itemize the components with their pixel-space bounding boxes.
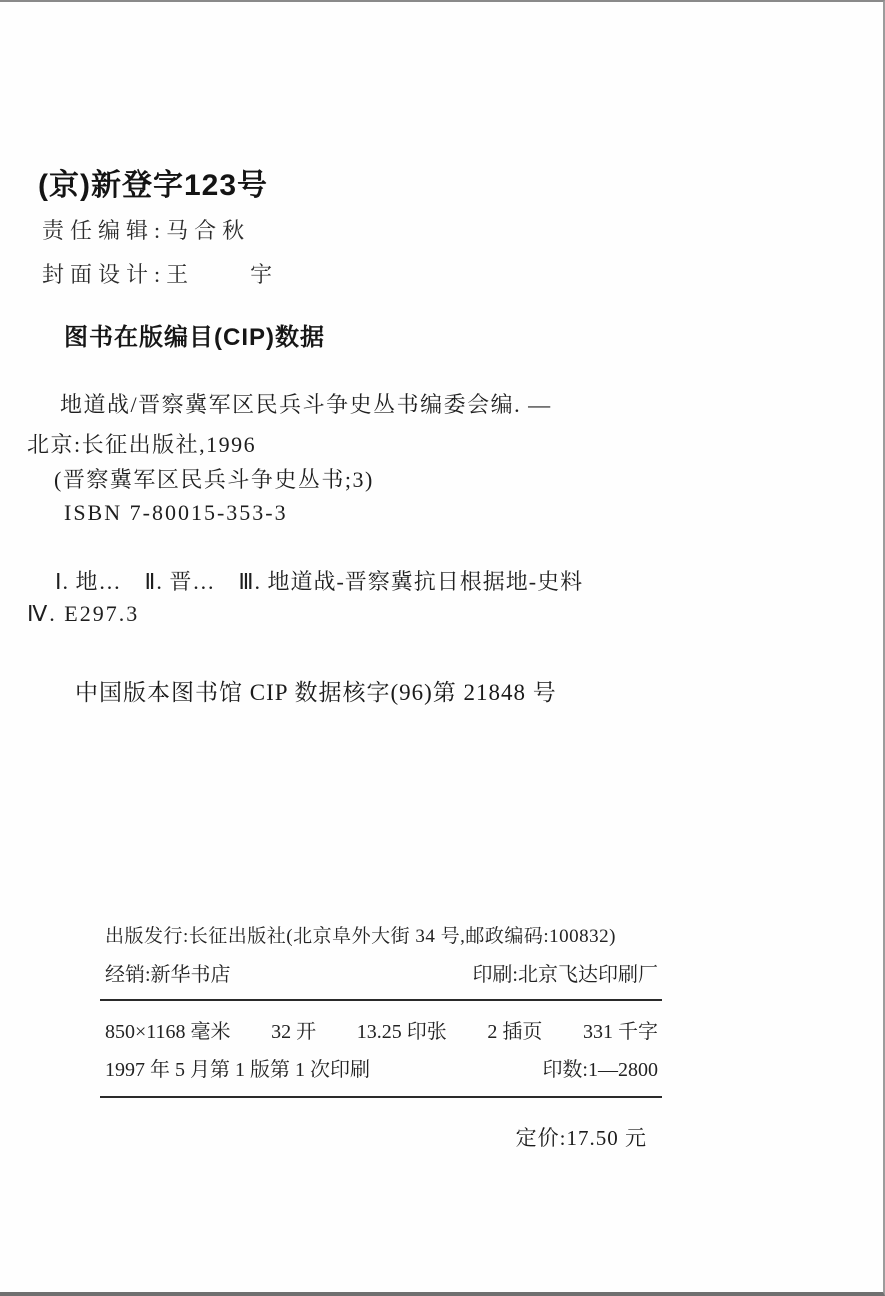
spec-word-count: 331 千字 <box>582 1021 658 1043</box>
publisher-line: 出版发行:长征出版社(北京阜外大街 34 号,邮政编码:100832) <box>105 926 616 947</box>
spec-sheet-size: 850×1168 毫米 <box>105 1021 231 1043</box>
responsible-editor-line: 责任编辑:马合秋 <box>42 218 251 243</box>
cip-title-statement: 地道战/晋察冀军区民兵斗争史丛书编委会编. — <box>60 392 552 417</box>
spec-inserts: 2 插页 <box>487 1021 543 1043</box>
classification-line-2: Ⅳ. E297.3 <box>27 601 140 626</box>
distribution-row <box>105 958 658 987</box>
printer-line: 印刷:北京飞达印刷厂 <box>472 964 658 986</box>
separator-line-top <box>100 999 662 1001</box>
distributor-line: 经销:新华书店 <box>105 964 231 986</box>
cip-record-number: 中国版本图书馆 CIP 数据核字(96)第 21848 号 <box>75 680 557 705</box>
cip-publisher-statement: 北京:长征出版社,1996 <box>27 432 257 457</box>
separator-line-bottom <box>100 1096 662 1098</box>
spec-sheets: 13.25 印张 <box>356 1021 447 1043</box>
price-line: 定价:17.50 元 <box>515 1126 647 1150</box>
edition-row <box>105 1053 658 1082</box>
cip-series-statement: (晋察冀军区民兵斗争史丛书;3) <box>54 467 374 492</box>
cip-heading: 图书在版编目(CIP)数据 <box>64 324 325 351</box>
print-specs-row <box>105 1015 658 1044</box>
cover-design-line: 封面设计:王 宇 <box>42 262 279 287</box>
registration-number: (京)新登字123号 <box>38 169 269 202</box>
spec-format: 32 开 <box>271 1021 317 1043</box>
classification-line-1: Ⅰ. 地… Ⅱ. 晋… Ⅲ. 地道战-晋察冀抗日根据地-史料 <box>55 569 584 594</box>
edition-line: 1997 年 5 月第 1 版第 1 次印刷 <box>105 1059 370 1081</box>
print-run: 印数:1—2800 <box>542 1059 658 1081</box>
isbn-line: ISBN 7-80015-353-3 <box>64 500 288 525</box>
